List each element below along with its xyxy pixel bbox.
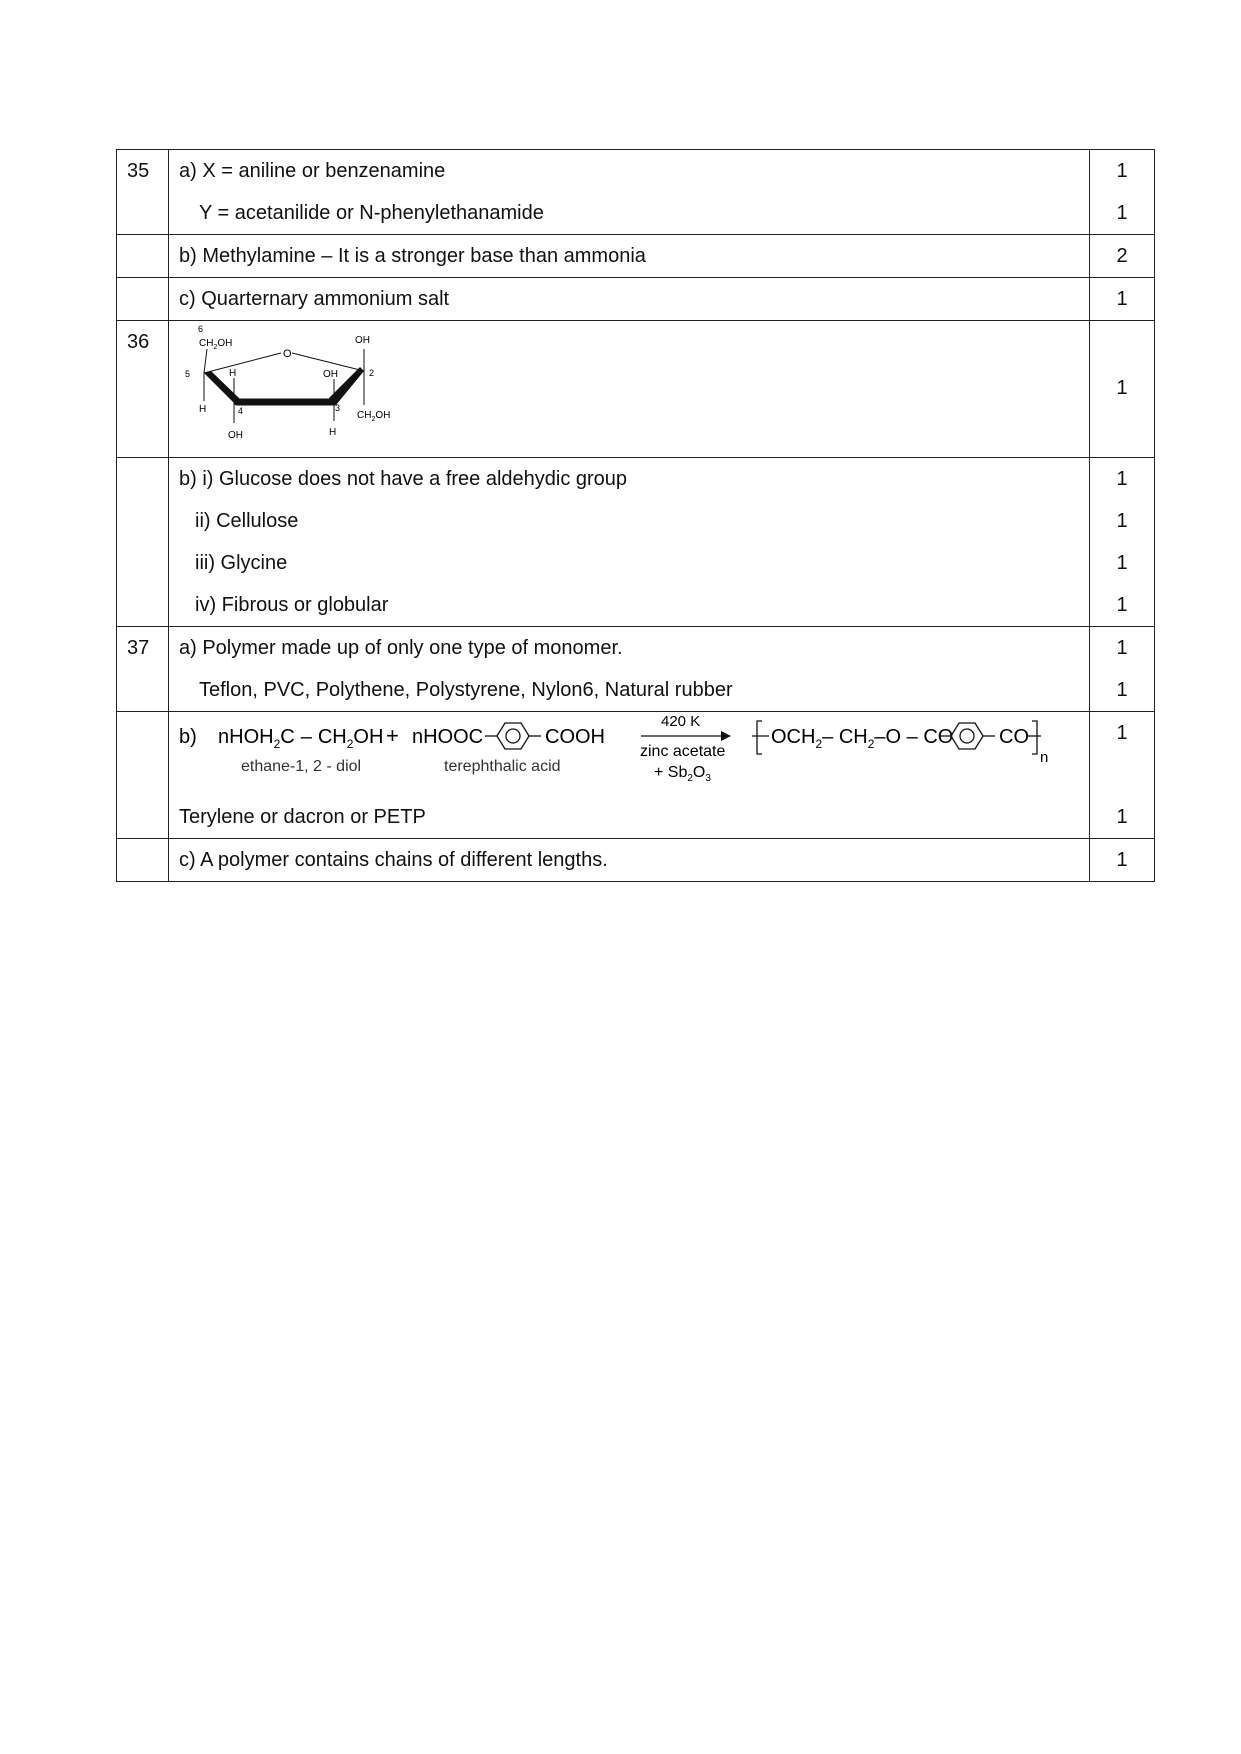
- mark-value: 1: [1116, 160, 1128, 182]
- answer-line: iv) Fibrous or globular: [195, 594, 389, 616]
- answer-cell: [169, 712, 1090, 839]
- answer-line: iii) Glycine: [195, 552, 288, 574]
- table-row: [117, 712, 1155, 839]
- marks-cell: [1090, 627, 1155, 712]
- oh-c4-label: OH: [228, 430, 243, 441]
- answer-line: Terylene or dacron or PETP: [179, 806, 426, 828]
- answer-line: ii) Cellulose: [195, 510, 299, 532]
- oh-c3-label: OH: [323, 369, 338, 380]
- reaction-arrow-icon: [641, 731, 731, 741]
- cooh-group: COOH: [545, 726, 605, 748]
- plus-sign: +: [386, 723, 399, 748]
- ring-oxygen-label: O: [283, 348, 292, 360]
- carbon-4-label: 4: [238, 406, 244, 416]
- carbon-5-label: 5: [185, 369, 191, 379]
- question-number: 35: [117, 150, 169, 235]
- mark-value: 1: [1116, 468, 1128, 490]
- question-number: [117, 278, 169, 321]
- marks-cell: [1090, 458, 1155, 627]
- condition-temperature: 420 K: [661, 713, 701, 730]
- benzene-ring-icon: [485, 723, 541, 749]
- fructofuranose-structure: [179, 321, 1079, 457]
- carbon-6-label: 6: [198, 324, 204, 334]
- table-row: [117, 321, 1155, 458]
- haworth-ring-diagram: [179, 321, 399, 457]
- mark-value: 1: [1116, 552, 1128, 574]
- answer-line: Teflon, PVC, Polythene, Polystyrene, Nylon6, Natural rubber: [199, 679, 733, 701]
- h-c3-label: H: [329, 427, 337, 438]
- terephthalic-acid-name: terephthalic acid: [444, 758, 561, 775]
- question-number: [117, 458, 169, 627]
- question-number: [117, 839, 169, 882]
- ethane-diol-name: ethane-1, 2 - diol: [241, 758, 362, 775]
- reactant-terephthalic-acid: nHOOC: [412, 726, 484, 748]
- polymer-n-subscript: n: [1040, 749, 1049, 766]
- h-c5-out-label: H: [199, 404, 207, 415]
- ch2oh-bottom-label: $CH_2OH$: [357, 410, 391, 423]
- condition-catalyst: zinc acetate: [640, 743, 726, 760]
- ch2oh-top-label: $CH_2OH$: [199, 338, 233, 351]
- table-row: [117, 627, 1155, 712]
- polymer-co-end: CO: [999, 726, 1029, 748]
- marks-cell: [1090, 321, 1155, 458]
- question-number: [117, 235, 169, 278]
- polymer-repeat-unit: $OCH_2-$ $CH_2-O$ – CO: [771, 726, 954, 751]
- mark-value: 1: [1116, 806, 1128, 828]
- table-row: [117, 839, 1155, 882]
- mark-value: 1: [1116, 377, 1128, 399]
- carbon-2-label: 2: [369, 368, 375, 378]
- answer-cell: [169, 627, 1090, 712]
- oh-c2-label: OH: [355, 335, 370, 346]
- answer-cell: [169, 458, 1090, 627]
- answer-cell: [169, 321, 1090, 458]
- table-row: [117, 235, 1155, 278]
- question-number: 36: [117, 321, 169, 458]
- answer-key-table: [116, 149, 1155, 882]
- polymer-bracket-icon: [752, 721, 769, 754]
- part-b-label: b): [179, 726, 197, 748]
- table-row: [117, 458, 1155, 627]
- carbon-3-label: 3: [335, 403, 341, 413]
- answer-line: b) i) Glucose does not have a free aldehydic group: [179, 468, 628, 490]
- mark-value: 1: [1116, 288, 1128, 310]
- table-row: [117, 150, 1155, 235]
- marks-cell: [1090, 278, 1155, 321]
- answer-line: c) Quarternary ammonium salt: [179, 288, 450, 310]
- answer-line: a) X = aniline or benzenamine: [179, 160, 446, 182]
- answer-cell: [169, 278, 1090, 321]
- answer-line: a) Polymer made up of only one type of monomer.: [179, 637, 623, 659]
- question-number: [117, 712, 169, 839]
- mark-value: 1: [1116, 849, 1128, 871]
- mark-value: 1: [1116, 594, 1128, 616]
- table-row: [117, 278, 1155, 321]
- question-number: 37: [117, 627, 169, 712]
- marks-cell: [1090, 712, 1155, 839]
- mark-value: 1: [1116, 637, 1128, 659]
- mark-value: 1: [1116, 679, 1128, 701]
- h-c5-label: H: [229, 368, 237, 379]
- polymerization-equation: [179, 712, 1079, 796]
- condition-sb2o3: + $Sb_2O_3$: [654, 764, 711, 784]
- marks-cell: [1090, 235, 1155, 278]
- answer-line: c) A polymer contains chains of different lengths.: [179, 849, 608, 871]
- mark-value: 2: [1116, 245, 1128, 267]
- mark-value: 1: [1116, 722, 1128, 744]
- marks-cell: [1090, 150, 1155, 235]
- polymer-bracket-icon: [1027, 721, 1041, 754]
- mark-value: 1: [1116, 510, 1128, 532]
- marks-cell: [1090, 839, 1155, 882]
- answer-line: b) Methylamine – It is a stronger base than ammonia: [179, 245, 646, 267]
- answer-cell: [169, 235, 1090, 278]
- terylene-reaction-diagram: [179, 712, 1084, 796]
- answer-cell: [169, 150, 1090, 235]
- reactant-ethylene-glycol: nHOH$_2$C – $CH_2OH$: [218, 726, 384, 751]
- mark-value: 1: [1116, 202, 1128, 224]
- answer-line: Y = acetanilide or N-phenylethanamide: [199, 202, 544, 224]
- answer-cell: [169, 839, 1090, 882]
